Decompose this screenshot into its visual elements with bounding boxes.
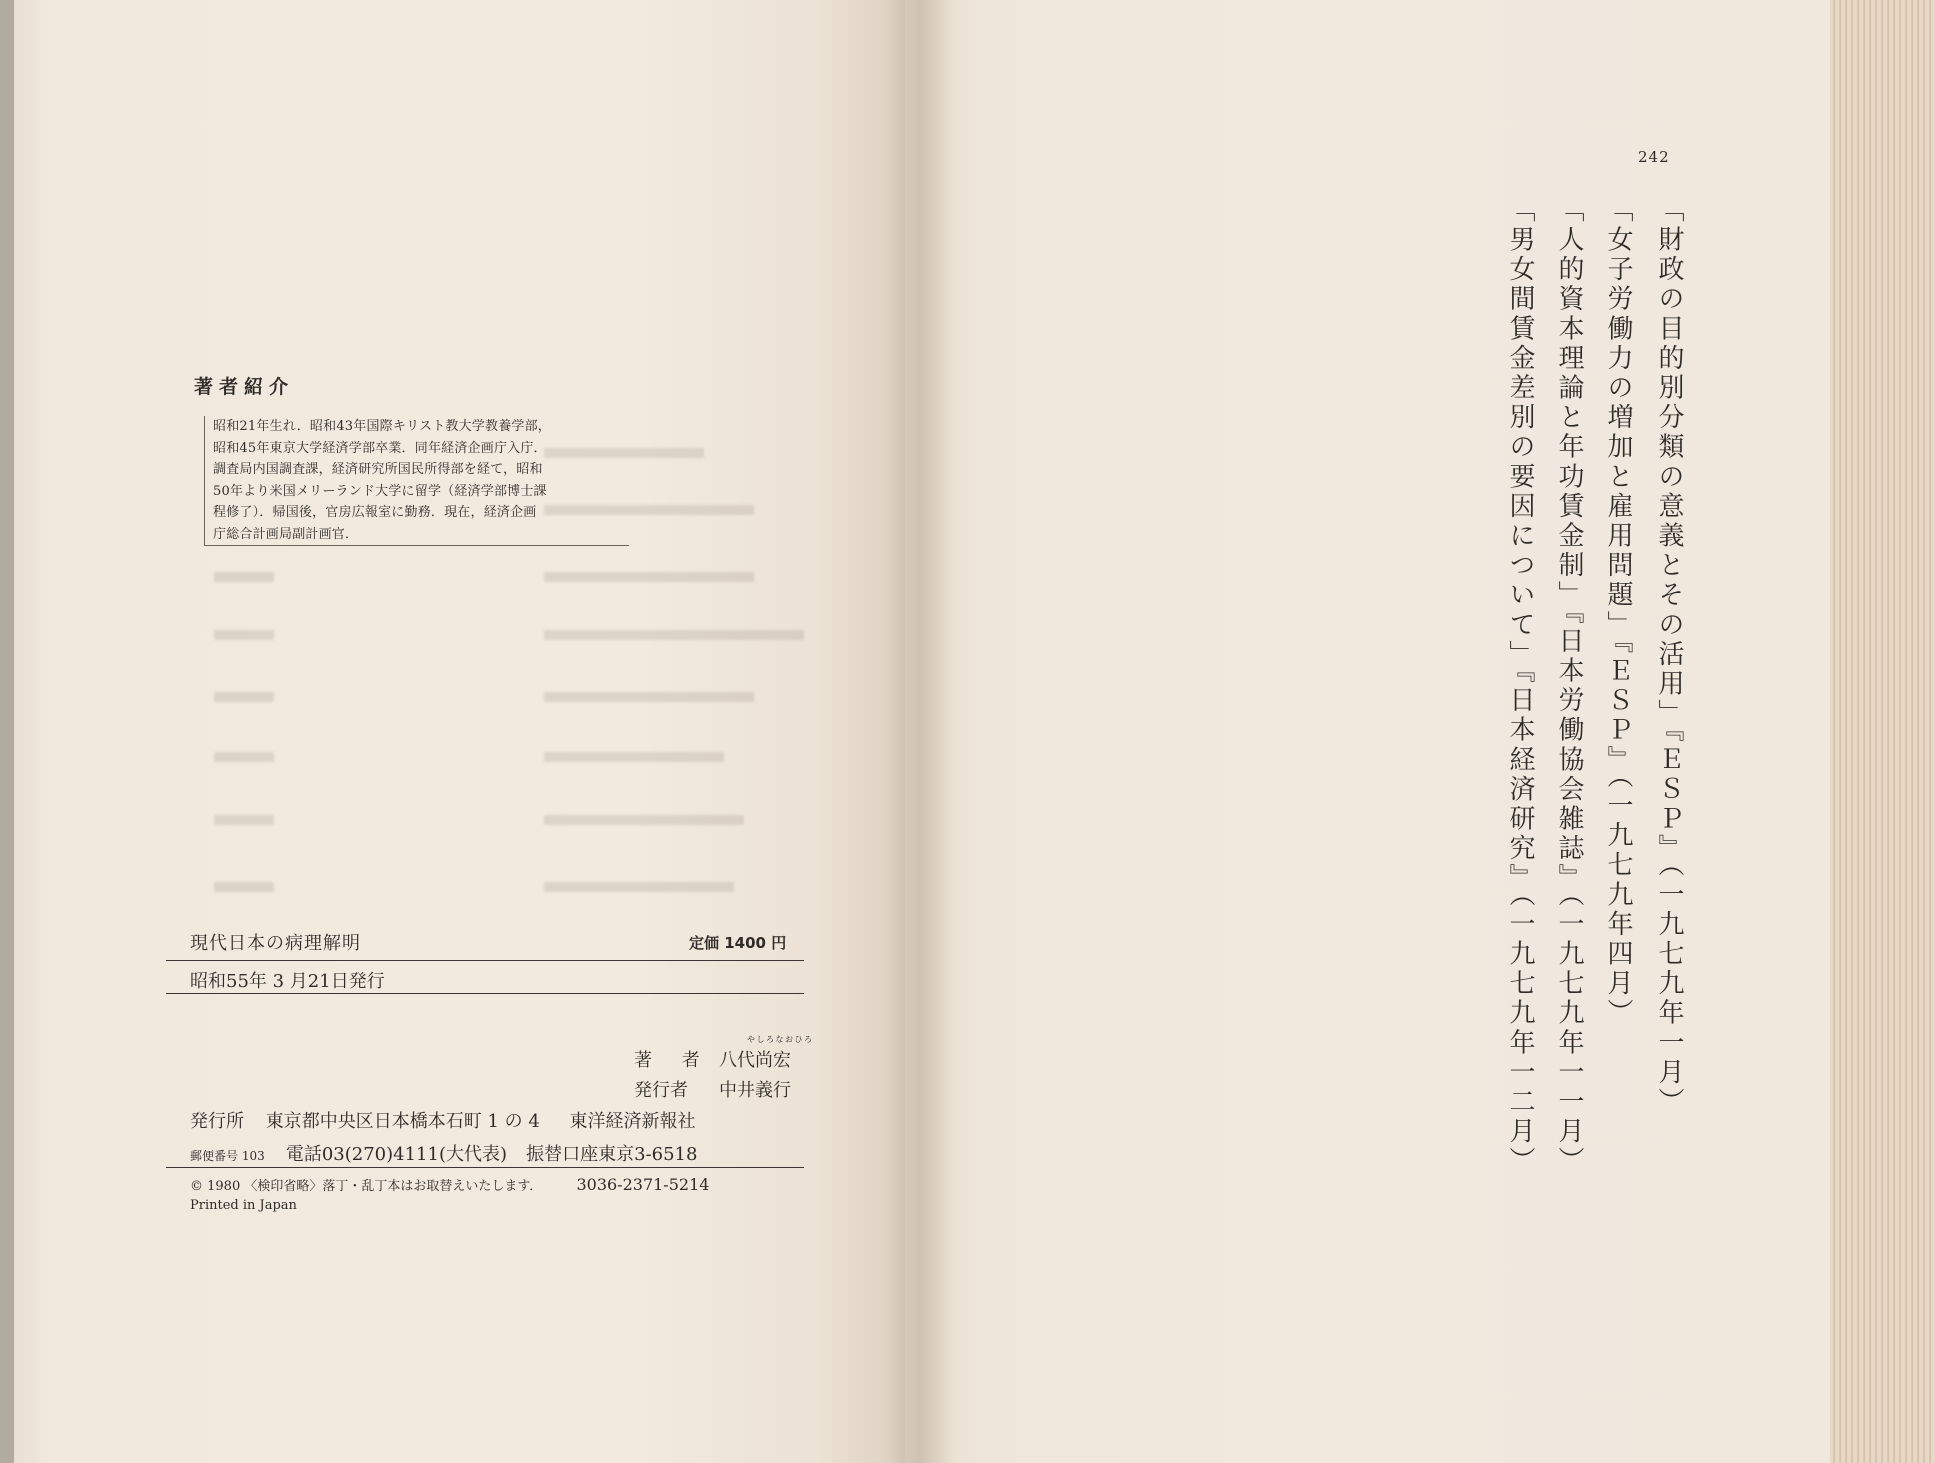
author-intro-heading: 著者紹介 (194, 376, 295, 398)
left-page (0, 0, 905, 1463)
bio-line: 50年より米国メリーランド大学に留学（経済学部博士課 (213, 483, 547, 499)
author-bio (204, 416, 629, 546)
divider (166, 960, 804, 961)
right-page (905, 0, 1830, 1463)
author-name-ruby: やしろなおひろ (747, 1035, 814, 1044)
phone-number: 電話03(270)4111(大代表) (285, 1144, 507, 1165)
reference-item: 「男女間賃金差別の要因について」『日本経済研究』（一九七九年一二月） (1505, 196, 1535, 1177)
author-name: 八代尚宏 (719, 1050, 791, 1071)
publishing-office (190, 1107, 696, 1133)
bio-line: 昭和45年東京大学経済学部卒業．同年経済企画庁入庁． (213, 440, 547, 456)
reference-item: 「人的資本理論と年功賃金制」『日本労働協会雑誌』（一九七九年一一月） (1554, 196, 1584, 1177)
page-edges (1830, 0, 1935, 1463)
price: 定価 1400 円 (689, 934, 787, 952)
bio-line: 庁総合計画局副計画官． (213, 526, 359, 542)
divider (166, 993, 804, 994)
page-number: 242 (1638, 148, 1670, 166)
transfer-account: 振替口座東京3-6518 (526, 1144, 698, 1165)
bio-line: 昭和21年生れ．昭和43年国際キリスト教大学教養学部， (213, 419, 552, 434)
book-title: 現代日本の病理解明 (190, 933, 361, 954)
office-name: 東洋経済新報社 (569, 1111, 696, 1132)
reference-item: 「女子労働力の増加と雇用問題」『ＥＳＰ』（一九七九年四月） (1603, 196, 1633, 1029)
reference-item: 「財政の目的別分類の意義とその活用」『ＥＳＰ』（一九七九年一月） (1654, 196, 1684, 1118)
office-address: 東京都中央区日本橋本石町 1 の 4 (265, 1111, 540, 1132)
bio-line: 程修了）．帰国後，官房広報室に勤務．現在，経済企画 (213, 505, 537, 521)
book-code: 3036-2371-5214 (576, 1175, 710, 1194)
postal-code: 郵便番号 103 (190, 1149, 265, 1163)
author-label: 著 者 (634, 1050, 712, 1071)
book-gutter (885, 0, 955, 1463)
bio-line: 調査局内国調査課，経済研究所国民所得部を経て，昭和 (213, 462, 543, 478)
printed-in: Printed in Japan (190, 1198, 297, 1213)
office-label: 発行所 (190, 1111, 244, 1132)
divider (166, 1167, 804, 1168)
copyright-line (190, 1175, 709, 1194)
contact-line (190, 1140, 697, 1166)
publisher-label: 発行者 (634, 1080, 688, 1101)
publication-date: 昭和55年 3 月21日発行 (190, 971, 385, 992)
copyright-notice: © 1980 〈検印省略〉落丁・乱丁本はお取替えいたします． (190, 1179, 543, 1194)
publisher-name: 中井義行 (719, 1080, 791, 1101)
